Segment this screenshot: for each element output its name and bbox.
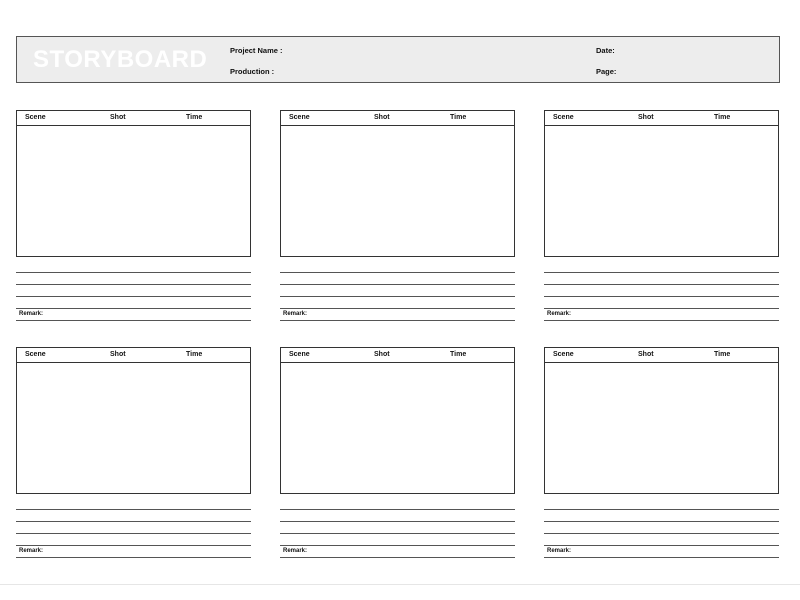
scene-label: Scene [25,351,46,358]
note-line[interactable] [16,545,251,546]
remark-label: Remark: [19,548,44,554]
note-line[interactable] [544,272,779,273]
storyboard-panel [280,347,515,563]
note-line[interactable] [544,284,779,285]
remark-label: Remark: [547,311,572,317]
storyboard-panel [16,110,251,326]
panel-frame[interactable] [16,110,251,257]
shot-label: Shot [110,351,126,358]
remark-label: Remark: [19,311,44,317]
panel-header [17,348,250,363]
remark-label: Remark: [283,311,308,317]
note-line[interactable] [16,296,251,297]
panel-header [281,111,514,126]
scene-label: Scene [553,351,574,358]
time-label: Time [186,351,203,358]
shot-label: Shot [638,114,654,121]
time-label: Time [450,114,467,121]
remark-line[interactable] [16,557,251,558]
page-bottom-edge [0,584,800,585]
remark-line[interactable] [544,320,779,321]
note-line[interactable] [544,521,779,522]
note-line[interactable] [16,521,251,522]
production-label: Production : [230,67,275,76]
time-label: Time [714,351,731,358]
remark-line[interactable] [280,557,515,558]
time-label: Time [714,114,731,121]
shot-label: Shot [638,351,654,358]
note-line[interactable] [280,272,515,273]
remark-label: Remark: [547,548,572,554]
note-line[interactable] [16,308,251,309]
panel-header [545,348,778,363]
shot-label: Shot [374,351,390,358]
note-line[interactable] [280,533,515,534]
remark-line[interactable] [544,557,779,558]
storyboard-header [16,36,780,83]
remark-line[interactable] [16,320,251,321]
note-line[interactable] [280,545,515,546]
panel-frame[interactable] [280,110,515,257]
time-label: Time [186,114,203,121]
page-label: Page: [596,67,617,76]
storyboard-panel [280,110,515,326]
note-line[interactable] [544,533,779,534]
note-line[interactable] [16,509,251,510]
storyboard-title: STORYBOARD [33,46,208,73]
note-line[interactable] [544,296,779,297]
note-line[interactable] [280,308,515,309]
note-line[interactable] [544,509,779,510]
note-line[interactable] [280,284,515,285]
note-line[interactable] [280,296,515,297]
remark-label: Remark: [283,548,308,554]
scene-label: Scene [25,114,46,121]
date-label: Date: [596,46,615,55]
panel-header [281,348,514,363]
remark-line[interactable] [280,320,515,321]
time-label: Time [450,351,467,358]
note-line[interactable] [280,521,515,522]
panel-header [17,111,250,126]
note-line[interactable] [280,509,515,510]
panel-frame[interactable] [16,347,251,494]
project-name-label: Project Name : [230,46,283,55]
shot-label: Shot [110,114,126,121]
note-line[interactable] [16,272,251,273]
note-line[interactable] [544,545,779,546]
storyboard-panel [544,110,779,326]
panel-frame[interactable] [544,110,779,257]
panel-header [545,111,778,126]
shot-label: Shot [374,114,390,121]
scene-label: Scene [289,114,310,121]
scene-label: Scene [553,114,574,121]
note-line[interactable] [16,284,251,285]
scene-label: Scene [289,351,310,358]
storyboard-panel [16,347,251,563]
panel-frame[interactable] [280,347,515,494]
note-line[interactable] [544,308,779,309]
storyboard-panel [544,347,779,563]
panel-frame[interactable] [544,347,779,494]
note-line[interactable] [16,533,251,534]
